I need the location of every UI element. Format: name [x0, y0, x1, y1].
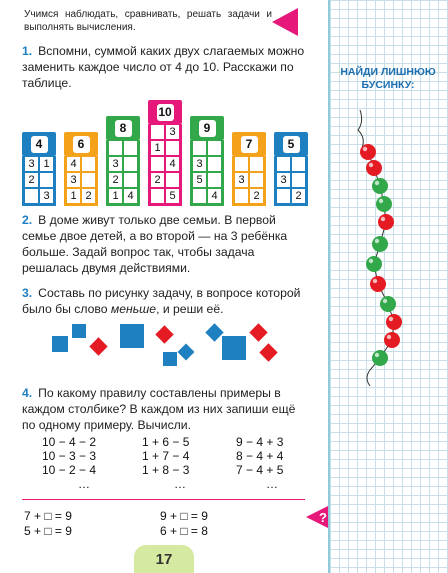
- equations-left: [24, 509, 72, 539]
- house-number: 7: [241, 136, 258, 153]
- house-cell: [165, 172, 180, 188]
- house-cell: 2: [108, 172, 123, 188]
- task-2-number: 2.: [22, 213, 33, 227]
- house-cell: [249, 156, 264, 172]
- house-cell: 3: [276, 172, 291, 188]
- house-number: 4: [31, 136, 48, 153]
- house-cell: [150, 188, 165, 204]
- house-cell: 4: [165, 156, 180, 172]
- number-house: [106, 116, 140, 206]
- bead-red: [384, 332, 400, 348]
- bead-green: [372, 236, 388, 252]
- example-column-3: [236, 435, 283, 491]
- house-cell: [291, 172, 306, 188]
- house-cell: 4: [123, 188, 138, 204]
- equation: 6 + □ = 8: [160, 524, 208, 538]
- house-number: 8: [115, 120, 132, 137]
- bead-highlight: [375, 181, 379, 185]
- bead-red: [366, 160, 382, 176]
- house-grid: [22, 156, 56, 206]
- task-2-text: В доме живут только две семьи. В первой семье двое детей, а во второй — на 3 ребёнка больше. Задай вопрос так, чтобы задача решалась двумя действиями.: [22, 213, 288, 275]
- house-grid: [274, 156, 308, 206]
- house-cell: [24, 188, 39, 204]
- number-house: [64, 132, 98, 206]
- task-3-text-a: Составь по рисунку задачу, в вопросе которой было бы слово: [22, 286, 301, 316]
- number-house: [148, 100, 182, 206]
- bead-highlight: [381, 217, 385, 221]
- number-house: [22, 132, 56, 206]
- number-house: [274, 132, 308, 206]
- house-cell: 1: [150, 140, 165, 156]
- house-cell: [291, 156, 306, 172]
- bead-red: [370, 276, 386, 292]
- house-cell: 2: [291, 188, 306, 204]
- house-number: 6: [73, 136, 90, 153]
- page-number: 17: [134, 545, 194, 573]
- example-column-1: [42, 435, 96, 491]
- ellipsis: …: [78, 477, 90, 491]
- house-cell: 4: [66, 156, 81, 172]
- example: 7 − 4 + 5: [236, 463, 284, 477]
- bead-green: [372, 178, 388, 194]
- house-cell: 5: [165, 188, 180, 204]
- bead-highlight: [373, 279, 377, 283]
- house-cell: [192, 188, 207, 204]
- house-cell: 3: [24, 156, 39, 172]
- equation: 5 + □ = 9: [24, 524, 72, 538]
- bead-highlight: [387, 335, 391, 339]
- house-cell: [207, 172, 222, 188]
- bead-red: [378, 214, 394, 230]
- shape-diamond-1: [89, 337, 107, 355]
- house-cell: [150, 156, 165, 172]
- house-cell: [207, 140, 222, 156]
- task-3-number: 3.: [22, 286, 33, 300]
- example: 9 − 4 + 3: [236, 435, 284, 449]
- shape-diamond-5: [249, 323, 267, 341]
- house-cell: 3: [165, 124, 180, 140]
- task-3-word: меньше: [110, 302, 157, 316]
- house-roof: [190, 116, 224, 140]
- house-cell: 4: [207, 188, 222, 204]
- example: 10 − 3 − 3: [42, 449, 97, 463]
- ellipsis: …: [266, 477, 278, 491]
- house-cell: 3: [66, 172, 81, 188]
- bead-red: [360, 144, 376, 160]
- house-number: 9: [199, 120, 216, 137]
- example: 8 − 4 + 4: [236, 449, 284, 463]
- bead-highlight: [369, 259, 373, 263]
- house-cell: 3: [234, 172, 249, 188]
- equations-right: [160, 509, 208, 539]
- house-cell: [123, 172, 138, 188]
- house-cell: [165, 140, 180, 156]
- beads-string: [340, 108, 440, 388]
- house-grid: [64, 156, 98, 206]
- house-cell: [249, 172, 264, 188]
- divider: [22, 499, 305, 500]
- shape-square-2: [72, 324, 86, 338]
- house-cell: [276, 188, 291, 204]
- bead-highlight: [363, 147, 367, 151]
- house-cell: 1: [108, 188, 123, 204]
- shape-diamond-4: [205, 323, 223, 341]
- house-roof: [106, 116, 140, 140]
- house-cell: 2: [150, 172, 165, 188]
- shape-square-5: [222, 336, 246, 360]
- house-cell: [234, 156, 249, 172]
- bead-red: [386, 314, 402, 330]
- example: 1 + 6 − 5: [142, 435, 190, 449]
- intro-arrow-icon: [272, 8, 298, 36]
- bead-green: [380, 296, 396, 312]
- bead-highlight: [375, 353, 379, 357]
- shapes-picture: [48, 322, 298, 372]
- question-mark: ?: [319, 510, 327, 525]
- house-cell: [39, 172, 54, 188]
- house-number: 5: [283, 136, 300, 153]
- bead-highlight: [375, 239, 379, 243]
- house-cell: 1: [66, 188, 81, 204]
- task-3-text-b: , и реши её.: [156, 302, 224, 316]
- intro-text: Учимся наблюдать, сравнивать, решать задачи и выполнять вычисления.: [24, 9, 272, 33]
- house-cell: 3: [39, 188, 54, 204]
- house-number: 10: [158, 105, 172, 119]
- equation: 9 + □ = 9: [160, 509, 208, 523]
- number-house: [190, 116, 224, 206]
- bead-highlight: [383, 299, 387, 303]
- equation: 7 + □ = 9: [24, 509, 72, 523]
- shape-diamond-3: [178, 344, 195, 361]
- task-4: [22, 385, 307, 433]
- side-title: НАЙДИ ЛИШНЮЮ БУСИНКУ:: [340, 66, 436, 91]
- number-house: [232, 132, 266, 206]
- example: 10 − 4 − 2: [42, 435, 97, 449]
- house-grid: [148, 124, 182, 206]
- house-cell: [192, 140, 207, 156]
- house-cell: [123, 156, 138, 172]
- shape-square-3: [120, 324, 144, 348]
- example: 1 + 7 − 4: [142, 449, 190, 463]
- bead-green: [366, 256, 382, 272]
- ellipsis: …: [174, 477, 186, 491]
- shape-diamond-2: [155, 325, 173, 343]
- bead-highlight: [369, 163, 373, 167]
- example: 1 + 8 − 3: [142, 463, 190, 477]
- house-roof: [232, 132, 266, 156]
- house-cell: [234, 188, 249, 204]
- house-cell: [108, 140, 123, 156]
- bead-highlight: [389, 317, 393, 321]
- house-cell: 2: [249, 188, 264, 204]
- house-cell: 5: [192, 172, 207, 188]
- house-cell: 2: [24, 172, 39, 188]
- house-roof: [22, 132, 56, 156]
- house-cell: 1: [39, 156, 54, 172]
- bead-green: [376, 196, 392, 212]
- house-cell: [150, 124, 165, 140]
- shape-diamond-6: [259, 343, 277, 361]
- house-cell: 3: [192, 156, 207, 172]
- shape-square-4: [163, 352, 177, 366]
- task-1: [22, 43, 307, 91]
- task-1-text: Вспомни, суммой каких двух слагаемых можно заменить каждое число от 4 до 10. Расскажи по таблице.: [22, 44, 305, 90]
- bead-highlight: [379, 199, 383, 203]
- task-1-number: 1.: [22, 44, 33, 58]
- house-roof: [64, 132, 98, 156]
- task-4-text: По какому правилу составлены примеры в каждом столбике? В каждом из них запиши ещё по одному примеру. Вычисли.: [22, 386, 296, 432]
- house-cell: [81, 172, 96, 188]
- task-4-number: 4.: [22, 386, 33, 400]
- example-column-2: [142, 435, 189, 491]
- house-cell: [276, 156, 291, 172]
- bead-green: [372, 350, 388, 366]
- task-2: [22, 212, 307, 276]
- house-cell: [81, 156, 96, 172]
- house-cell: 2: [81, 188, 96, 204]
- shape-square-1: [52, 336, 68, 352]
- task-3: [22, 285, 307, 317]
- house-grid: [232, 156, 266, 206]
- example: 10 − 2 − 4: [42, 463, 97, 477]
- house-roof: [274, 132, 308, 156]
- house-cell: 3: [108, 156, 123, 172]
- house-grid: [106, 140, 140, 206]
- house-roof: [148, 100, 182, 124]
- house-cell: [123, 140, 138, 156]
- house-cell: [207, 156, 222, 172]
- number-houses: [22, 96, 312, 206]
- house-grid: [190, 140, 224, 206]
